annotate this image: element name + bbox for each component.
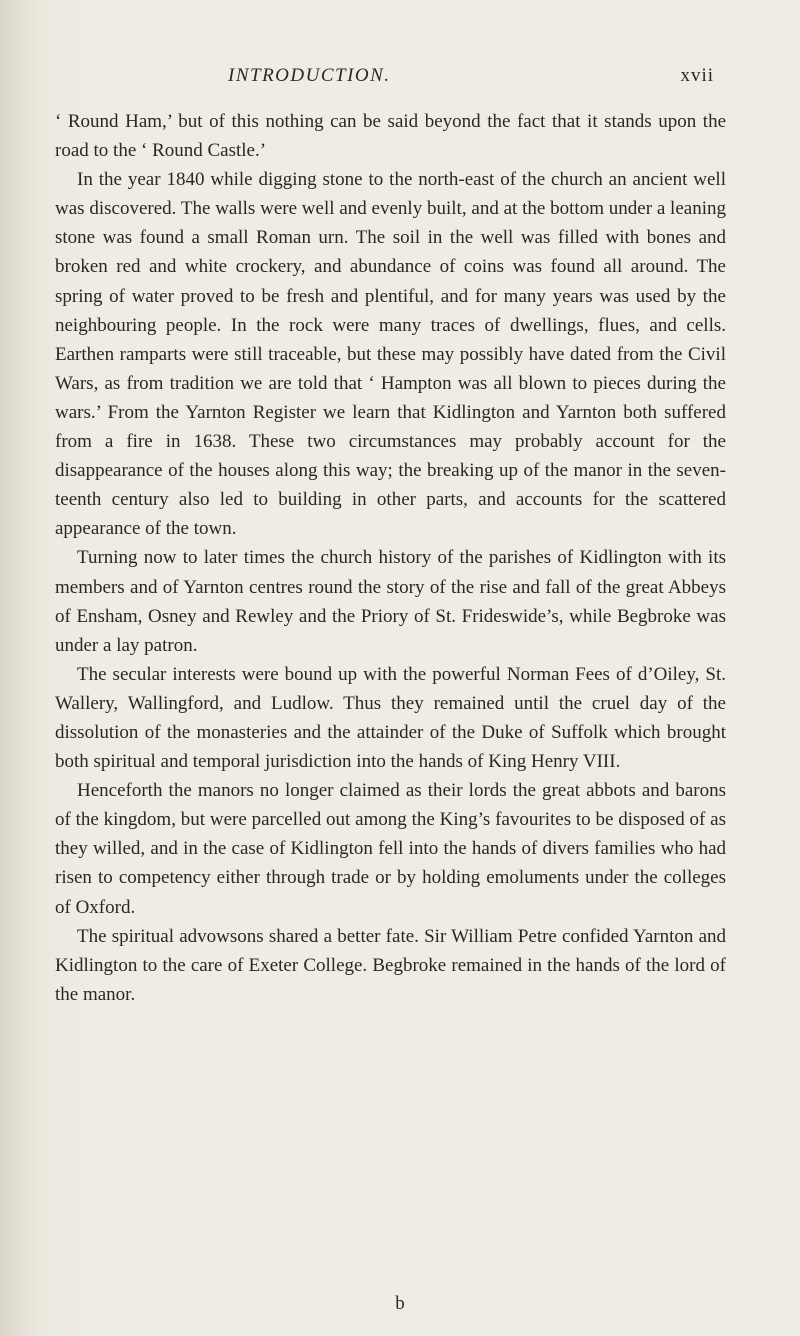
paragraph-church-history: Turning now to later times the church history of the parishes of Kidlington with its members and of Yarnton centres round the story of the rise and fall of the great Abbeys of Ensham, Osney and Rewley and the Priory of St. Frideswide’s, while Begbroke was under a lay patron. [55,547,726,656]
paragraph-advowsons: The spiritual advowsons shared a better fate. Sir William Petre confided Yarnton and Kidlington to the care of Exeter College. Begbroke remained in the hands of the lord of the manor. [55,925,726,1005]
paragraph-round-ham: ‘ Round Ham,’ but of this nothing can be said beyond the fact that it stands upon the road to the ‘ Round Castle.’ [55,111,726,162]
page-number: xvii [680,65,714,86]
paragraph-manors: Henceforth the manors no longer claimed as their lords the great abbots and barons of the kingdom, but were parcelled out among the King’s favourites to be disposed of as they willed, and in the case of Kidlington fell into the hands of divers families who had risen to competency either through trade or by holding emoluments under the colleges of Oxford. [55,780,726,918]
body-text [55,107,726,1009]
paragraph-ancient-well: In the year 1840 while digging stone to the north-east of the church an ancient well was discovered. The walls were well and evenly built, and at the bottom under a leaning stone was found a small Roman urn. The soil in the well was filled with bones and broken red and white crockery, and abundance of coins was found all around. The spring of water proved to be fresh and plentiful, and for many years was used by the neighbouring people. In the rock were many traces of dwellings, flues, and cells. Earthen ramparts were still traceable, but these may possibly have dated from the Civil Wars, as from tradition we are told that ‘ Hampton was all blown to pieces during the wars.’ From the Yarnton Register we learn that Kidlington and Yarnton both suffered from a fire in 1638. These two circumstances may probably account for the disappearance of the houses along this way; the breaking up of the manor in the seven-teenth century also led to building in other parts, and accounts for the scattered appearance of the town. [55,169,726,540]
signature-mark: b [395,1293,405,1314]
running-title: INTRODUCTION. [228,65,391,86]
paragraph-secular-interests: The secular interests were bound up with the powerful Norman Fees of d’Oiley, St. Wallery, Wallingford, and Ludlow. Thus they remained until the cruel day of the dissolution of the monasteries and the attainder of the Duke of Suffolk which brought both spiritual and temporal jurisdiction into the hands of King Henry VIII. [55,663,726,773]
running-head [0,64,800,88]
